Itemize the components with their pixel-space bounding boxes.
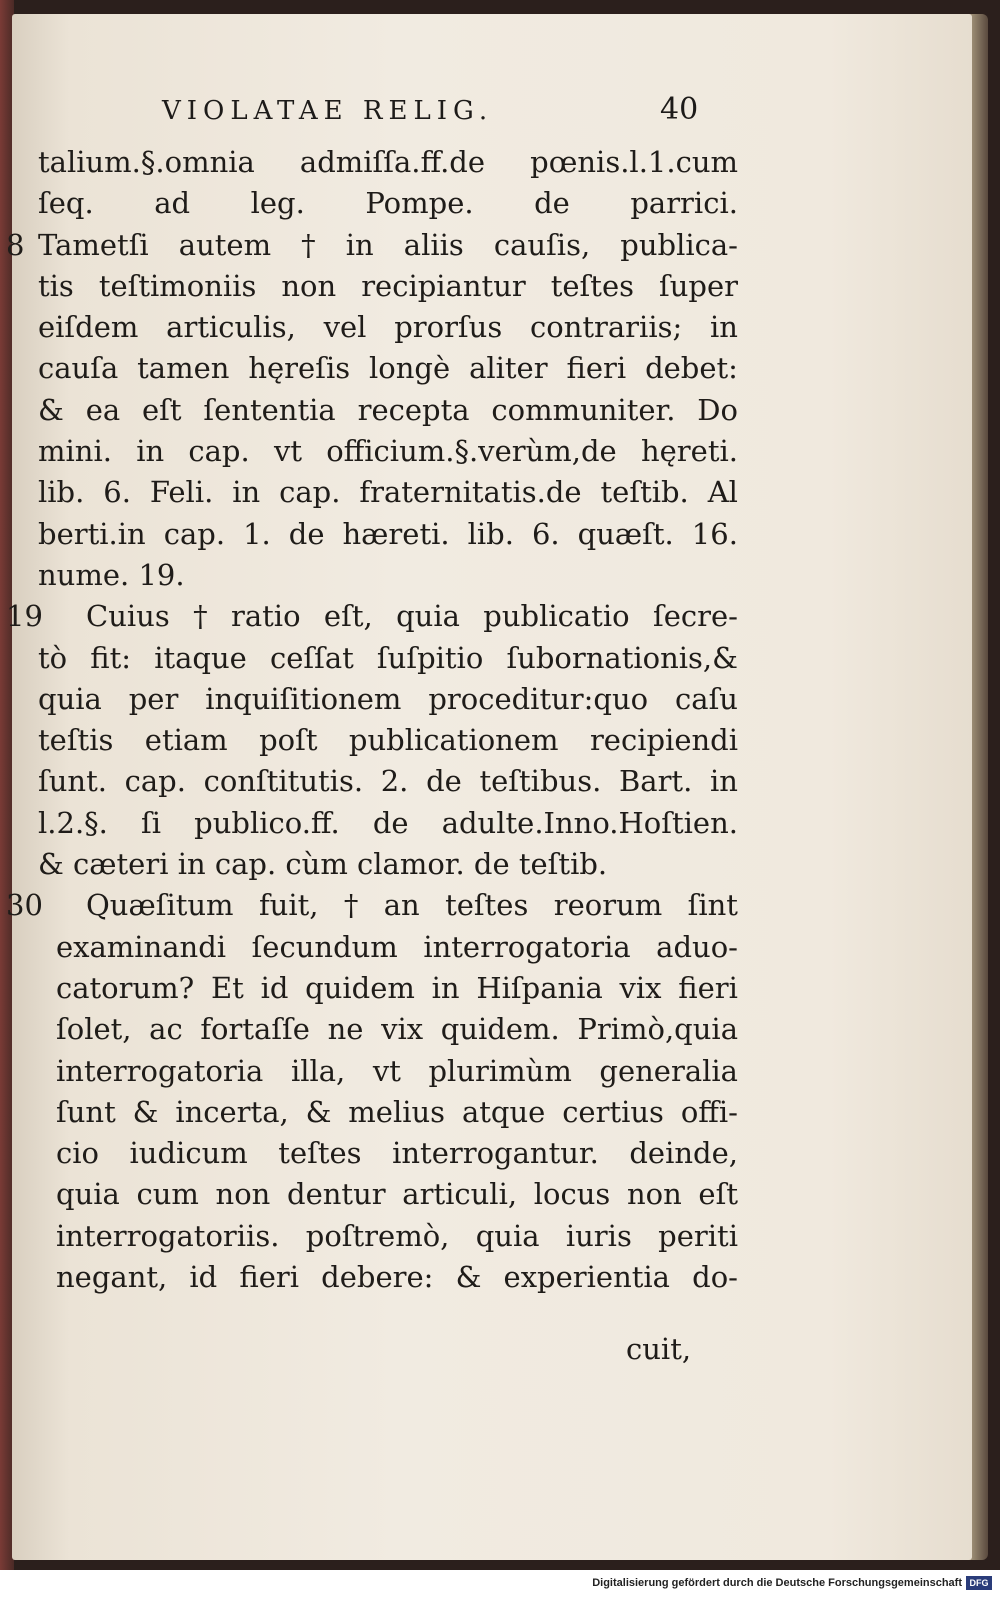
text-line	[38, 844, 738, 885]
text-line	[38, 183, 738, 224]
text-line	[38, 927, 738, 968]
text-line	[6, 225, 738, 266]
text-line	[38, 307, 738, 348]
line-text: lib. 6. Feli. in cap. fraternitatis.de teſtib. Al	[38, 475, 738, 510]
line-text: & ea eſt ſententia recepta communiter. Do	[38, 392, 738, 427]
text-line	[38, 514, 738, 555]
text-line	[38, 142, 738, 183]
line-text: eiſdem articulis, vel prorſus contrariis; in	[38, 310, 738, 345]
text-line	[38, 555, 738, 596]
text-line	[38, 390, 738, 431]
text-line	[38, 1092, 738, 1133]
text-line	[38, 348, 738, 389]
line-text: examinandi ſecundum interrogatoria aduo-	[56, 929, 738, 964]
digitization-credit: Digitalisierung gefördert durch die Deutsche Forschungsgemeinschaft	[592, 1577, 962, 1589]
line-text: mini. in cap. vt officium.§.verùm,de hęreti.	[38, 434, 738, 469]
text-line	[38, 431, 738, 472]
line-text: interrogatoriis. poſtremò, quia iuris periti	[56, 1218, 738, 1253]
line-text: ſunt. cap. conſtitutis. 2. de teſtibus. Bart. in	[38, 764, 738, 799]
text-line	[38, 1257, 738, 1298]
text-line	[38, 1133, 738, 1174]
margin-paragraph-number: 30	[6, 888, 43, 923]
margin-paragraph-number: 8	[6, 227, 25, 262]
line-text: ſeq. ad leg. Pompe. de parrici.	[38, 186, 738, 221]
dfg-logo: DFG	[966, 1576, 992, 1590]
line-text: talium.§.omnia admiſſa.ff.de pœnis.l.1.cum	[38, 145, 738, 179]
text-line	[38, 679, 738, 720]
line-text: nume. 19.	[38, 557, 185, 592]
text-line	[38, 1051, 738, 1092]
line-text: berti.in cap. 1. de hæreti. lib. 6. quæſt. 16.	[38, 516, 738, 551]
line-text: Cuius † ratio eſt, quia publicatio ſecre-	[86, 599, 738, 634]
margin-paragraph-number: 19	[6, 599, 43, 634]
text-line	[6, 596, 738, 637]
line-text: quia cum non dentur articuli, locus non eſt	[56, 1177, 738, 1212]
line-text: cauſa tamen hęreſis longè aliter fieri debet:	[38, 351, 738, 386]
text-line	[38, 266, 738, 307]
line-text: Tametſi autem † in aliis cauſis, publica-	[38, 227, 738, 262]
line-text: ſunt & incerta, & melius atque certius offi-	[56, 1094, 738, 1129]
line-text: catorum? Et id quidem in Hiſpania vix fieri	[56, 970, 738, 1005]
line-text: & cæteri in cap. cùm clamor. de teſtib.	[38, 847, 608, 882]
text-line	[6, 885, 738, 926]
line-text: interrogatoria illa, vt plurimùm generalia	[56, 1053, 738, 1088]
text-line	[38, 1216, 738, 1257]
line-text: teſtis etiam poſt publicationem recipiendi	[38, 723, 738, 758]
catchword: cuit,	[626, 1332, 692, 1366]
text-line	[38, 720, 738, 761]
running-head: VIOLATAE RELIG.	[162, 96, 494, 126]
text-line	[38, 968, 738, 1009]
line-text: ſolet, ac fortaſſe ne vix quidem. Primò,quia	[56, 1012, 738, 1047]
page-number: 40	[660, 92, 699, 127]
line-text: tis teſtimoniis non recipiantur teſtes ſuper	[38, 268, 738, 303]
text-line	[38, 1174, 738, 1215]
text-line	[38, 761, 738, 802]
line-text: negant, id fieri debere: & experientia do-	[56, 1260, 738, 1295]
line-text: tò fit: itaque ceſſat ſuſpitio ſubornationis,&	[38, 640, 738, 675]
text-block	[6, 142, 738, 1298]
text-line	[38, 638, 738, 679]
line-text: cio iudicum teſtes interrogantur. deinde,	[56, 1136, 738, 1171]
text-line	[38, 803, 738, 844]
line-text: quia per inquiſitionem proceditur:quo caſu	[38, 681, 738, 716]
text-line	[38, 1009, 738, 1050]
line-text: l.2.§. ſi publico.ff. de adulte.Inno.Hoſtien.	[38, 805, 738, 840]
text-line	[38, 472, 738, 513]
line-text: Quæſitum fuit, † an teſtes reorum ſint	[86, 888, 738, 923]
